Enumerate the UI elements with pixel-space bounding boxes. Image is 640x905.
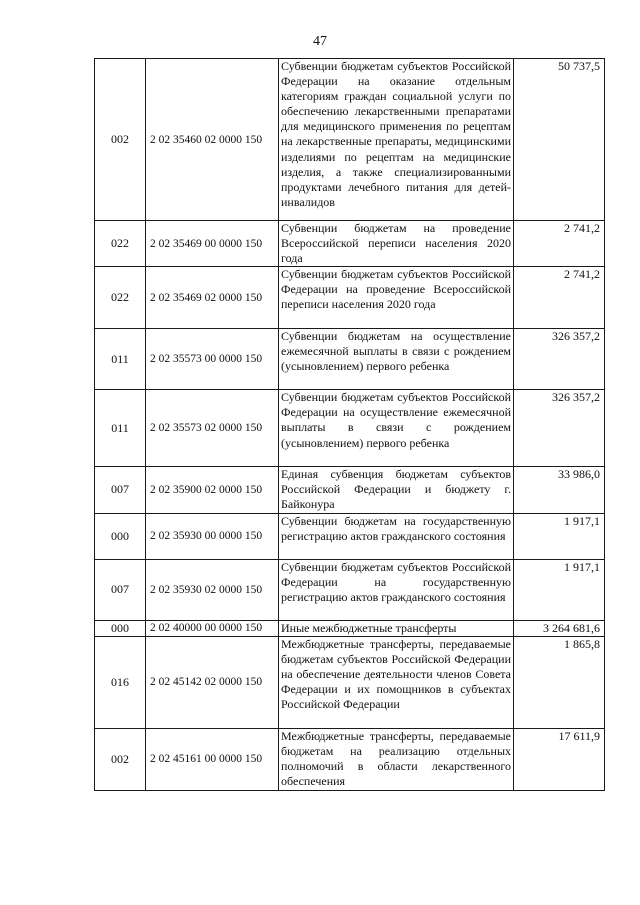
- budget-table: [94, 58, 605, 791]
- row-kbk: 2 02 35469 00 0000 150: [146, 221, 279, 267]
- row-description: Субвенции бюджетам субъектов Российской Федерации на государственную регистрацию актов гражданского состояния: [279, 559, 514, 620]
- page-number: 47: [313, 34, 327, 49]
- table-row: [95, 390, 605, 467]
- row-kbk: 2 02 35469 02 0000 150: [146, 267, 279, 329]
- row-amount: 17 611,9: [514, 728, 605, 790]
- row-amount: 1 917,1: [514, 559, 605, 620]
- row-amount: 1 865,8: [514, 636, 605, 728]
- row-amount: 2 741,2: [514, 221, 605, 267]
- row-code: 002: [95, 59, 146, 221]
- row-description: Субвенции бюджетам субъектов Российской Федерации на оказание отдельным категориям граждан социальной услуги по обеспечению лекарственными препаратами для медицинского применения по рецептам на лекарственные препараты, медицинскими изделиями по рецептам на медицинские изделия, а также специализированными продуктами лечебного питания для детей-инвалидов: [279, 59, 514, 221]
- table-row: [95, 513, 605, 559]
- table-row: [95, 467, 605, 513]
- row-code: 007: [95, 559, 146, 620]
- row-description: Субвенции бюджетам субъектов Российской Федерации на осуществление ежемесячной выплаты в связи с рождением (усыновлением) первого ребенка: [279, 390, 514, 467]
- row-description: Межбюджетные трансферты, передаваемые бюджетам субъектов Российской Федерации на обеспечение деятельности членов Совета Федерации и их помощников в субъектах Российской Федерации: [279, 636, 514, 728]
- row-kbk: 2 02 35930 02 0000 150: [146, 559, 279, 620]
- table-row: [95, 620, 605, 636]
- row-kbk: 2 02 35573 00 0000 150: [146, 329, 279, 390]
- row-kbk: 2 02 45142 02 0000 150: [146, 636, 279, 728]
- row-description: Субвенции бюджетам на государственную регистрацию актов гражданского состояния: [279, 513, 514, 559]
- table-row: [95, 267, 605, 329]
- row-amount: 326 357,2: [514, 329, 605, 390]
- table-row: [95, 221, 605, 267]
- row-code: 007: [95, 467, 146, 513]
- row-code: 011: [95, 329, 146, 390]
- table-row: [95, 59, 605, 221]
- row-description: Межбюджетные трансферты, передаваемые бюджетам на реализацию отдельных полномочий в области лекарственного обеспечения: [279, 728, 514, 790]
- row-code: 002: [95, 728, 146, 790]
- row-kbk: 2 02 35573 02 0000 150: [146, 390, 279, 467]
- row-kbk: 2 02 35930 00 0000 150: [146, 513, 279, 559]
- row-amount: 2 741,2: [514, 267, 605, 329]
- row-description: Единая субвенция бюджетам субъектов Российской Федерации и бюджету г. Байконура: [279, 467, 514, 513]
- row-kbk: 2 02 35900 02 0000 150: [146, 467, 279, 513]
- row-description: Иные межбюджетные трансферты: [279, 620, 514, 636]
- row-kbk: 2 02 35460 02 0000 150: [146, 59, 279, 221]
- row-code: 011: [95, 390, 146, 467]
- row-description: Субвенции бюджетам на осуществление ежемесячной выплаты в связи с рождением (усыновлением) первого ребенка: [279, 329, 514, 390]
- row-code: 016: [95, 636, 146, 728]
- row-description: Субвенции бюджетам субъектов Российской Федерации на проведение Всероссийской переписи населения 2020 года: [279, 267, 514, 329]
- row-amount: 50 737,5: [514, 59, 605, 221]
- row-amount: 326 357,2: [514, 390, 605, 467]
- row-code: 022: [95, 221, 146, 267]
- table-row: [95, 559, 605, 620]
- row-kbk: 2 02 40000 00 0000 150: [146, 620, 279, 636]
- row-code: 000: [95, 620, 146, 636]
- row-code: 000: [95, 513, 146, 559]
- row-kbk: 2 02 45161 00 0000 150: [146, 728, 279, 790]
- row-amount: 3 264 681,6: [514, 620, 605, 636]
- table-row: [95, 329, 605, 390]
- row-code: 022: [95, 267, 146, 329]
- table-row: [95, 636, 605, 728]
- table-row: [95, 728, 605, 790]
- row-amount: 1 917,1: [514, 513, 605, 559]
- row-amount: 33 986,0: [514, 467, 605, 513]
- row-description: Субвенции бюджетам на проведение Всероссийской переписи населения 2020 года: [279, 221, 514, 267]
